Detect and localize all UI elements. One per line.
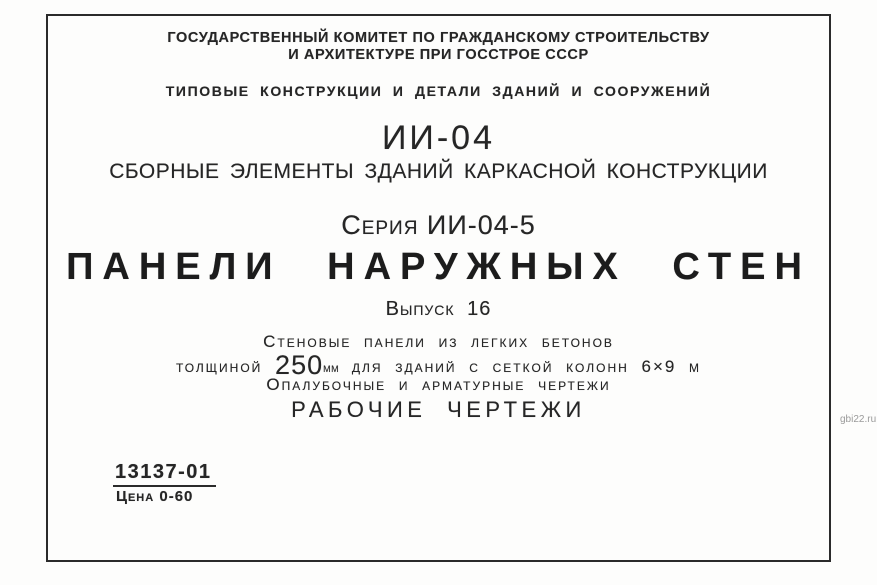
committee-name-line2: И АРХИТЕКТУРЕ ПРИ ГОССТРОЕ СССР	[288, 47, 589, 63]
price-value: 0-60	[159, 488, 194, 505]
description-line3: Опалубочные и арматурные чертежи	[266, 375, 611, 394]
panel-thickness-value: 250	[275, 350, 324, 380]
series-type-heading: ТИПОВЫЕ КОНСТРУКЦИИ И ДЕТАЛИ ЗДАНИЙ И СООРУЖЕНИЙ	[165, 83, 712, 99]
description-line2-prefix: толщиной	[175, 357, 263, 376]
series-subtitle: СБОРНЫЕ ЭЛЕМЕНТЫ ЗДАНИЙ КАРКАСНОЙ КОНСТРУКЦИИ	[109, 160, 768, 183]
price	[113, 489, 216, 504]
main-title: ПАНЕЛИ НАРУЖНЫХ СТЕН	[66, 246, 811, 288]
description-line2-suffix: для зданий с сеткой колонн 6×9 м	[351, 357, 702, 376]
document-number: 13137-01	[113, 462, 216, 487]
series-number: Серия ИИ-04-5	[341, 210, 536, 240]
price-label: Цена	[116, 488, 155, 505]
working-drawings-heading: РАБОЧИЕ ЧЕРТЕЖИ	[291, 397, 586, 422]
watermark: gbi22.ru	[840, 414, 877, 425]
panel-thickness-unit: мм	[323, 360, 340, 375]
committee-name-line1: ГОСУДАРСТВЕННЫЙ КОМИТЕТ ПО ГРАЖДАНСКОМУ СТРОИТЕЛЬСТВУ	[167, 30, 710, 46]
series-code: ИИ-04	[381, 119, 495, 157]
description-line1: Стеновые панели из легких бетонов	[263, 332, 614, 351]
document-id-block	[113, 462, 216, 504]
issue-number: Выпуск 16	[385, 298, 492, 320]
